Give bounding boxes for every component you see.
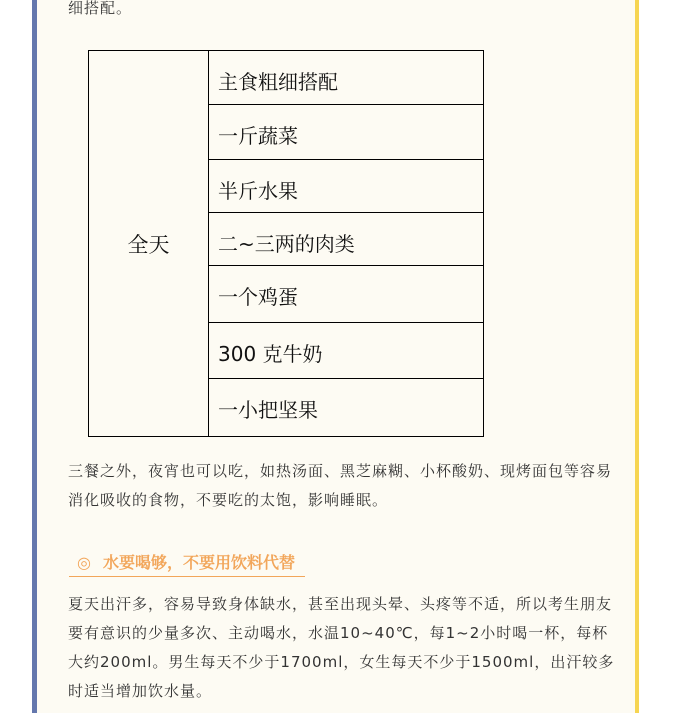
article-content	[37, 0, 635, 713]
daily-diet-table	[88, 50, 484, 437]
intro-paragraph-tail: 细搭配。	[68, 0, 133, 17]
table-item: 半斤水果	[209, 160, 484, 213]
water-paragraph: 夏天出汗多，容易导致身体缺水，甚至出现头晕、头疼等不适，所以考生朋友要有意识的少量多次、主动喝水，水温10~40℃，每1~2小时喝一杯，每杯大约200ml。男生每天不少于1700ml，女生每天不少于1500ml，出汗较多时适当增加饮水量。	[68, 595, 615, 700]
bullseye-icon: ◎	[77, 553, 91, 572]
meals-paragraph: 三餐之外，夜宵也可以吃，如热汤面、黑芝麻糊、小杯酸奶、现烤面包等容易消化吸收的食物，不要吃的太饱，影响睡眠。	[68, 462, 613, 509]
table-item: 二~三两的肉类	[209, 213, 484, 266]
section-heading-title: 水要喝够，不要用饮料代替	[102, 553, 295, 572]
section-heading	[69, 552, 305, 577]
table-item: 一个鸡蛋	[209, 266, 484, 323]
table-label-cell: 全天	[89, 51, 209, 437]
left-border-strip	[0, 0, 37, 713]
right-border-strip	[635, 0, 673, 713]
table-item: 主食粗细搭配	[209, 51, 484, 105]
table-item: 一斤蔬菜	[209, 105, 484, 160]
table-item: 300 克牛奶	[209, 323, 484, 379]
table-item: 一小把坚果	[209, 379, 484, 437]
